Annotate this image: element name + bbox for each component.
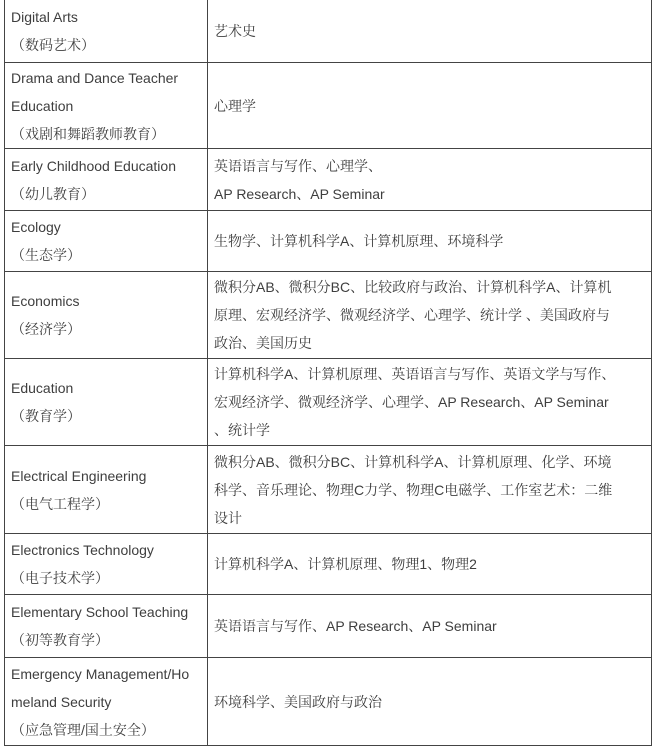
table-row — [5, 658, 652, 746]
major-name: （初等教育学） — [11, 632, 109, 648]
major-name: Ecology — [11, 219, 61, 235]
course-list: 英语语言与写作、心理学、 — [214, 157, 382, 174]
major-cell — [5, 446, 208, 534]
course-list: 原理、宏观经济学、微观经济学、心理学、统计学 、美国政府与 — [214, 307, 610, 323]
course-list: 计算机科学A、计算机原理、英语语言与写作、英语文学与写作、 — [214, 366, 616, 382]
major-cell — [5, 149, 208, 211]
course-list: AP Research、AP Seminar — [214, 185, 385, 202]
courses-cell — [208, 534, 652, 595]
major-cell — [5, 534, 208, 595]
major-name: （戏剧和舞蹈教师教育） — [11, 125, 165, 142]
major-cell — [5, 359, 208, 446]
major-name: （应急管理/国土安全） — [11, 721, 155, 738]
courses-cell — [208, 149, 652, 211]
course-list: 微积分AB、微积分BC、计算机科学A、计算机原理、化学、环境 — [214, 453, 612, 470]
courses-cell — [208, 658, 652, 746]
courses-cell — [208, 272, 652, 359]
major-name: Digital Arts — [11, 9, 78, 25]
major-cell — [5, 0, 208, 63]
table-row — [5, 272, 652, 359]
courses-cell — [208, 359, 652, 446]
major-cell — [5, 63, 208, 149]
table-row — [5, 211, 652, 272]
major-cell — [5, 211, 208, 272]
major-name: （教育学） — [11, 408, 81, 424]
course-list: 艺术史 — [214, 23, 256, 39]
course-list: 生物学、计算机科学A、计算机原理、环境科学 — [214, 233, 504, 249]
course-list: 计算机科学A、计算机原理、物理1、物理2 — [214, 556, 477, 572]
major-name: （幼儿教育） — [11, 185, 95, 202]
major-name: Electronics Technology — [11, 542, 154, 558]
table-row — [5, 149, 652, 211]
major-name: Economics — [11, 293, 80, 309]
major-name: （电子技术学） — [11, 570, 109, 586]
major-name: （生态学） — [11, 247, 81, 263]
major-cell — [5, 658, 208, 746]
major-name: Emergency Management/Ho — [11, 665, 190, 682]
courses-cell — [208, 595, 652, 658]
table-row — [5, 446, 652, 534]
major-name: Drama and Dance Teacher — [11, 69, 179, 86]
table-row — [5, 0, 652, 63]
courses-cell — [208, 0, 652, 63]
course-list: 微积分AB、微积分BC、比较政府与政治、计算机科学A、计算机 — [214, 279, 612, 295]
major-name: Elementary School Teaching — [11, 604, 189, 620]
major-name: meland Security — [11, 693, 112, 710]
major-name: Education — [11, 380, 74, 396]
major-name: （数码艺术） — [11, 37, 95, 53]
courses-cell — [208, 446, 652, 534]
course-list: 设计 — [214, 509, 242, 526]
major-course-table — [4, 0, 652, 746]
table-row — [5, 595, 652, 658]
course-list: 、统计学 — [214, 422, 270, 438]
major-name: （经济学） — [11, 321, 81, 337]
course-list: 英语语言与写作、AP Research、AP Seminar — [214, 618, 497, 634]
courses-cell — [208, 63, 652, 149]
major-name: Education — [11, 97, 74, 114]
courses-cell — [208, 211, 652, 272]
course-list: 宏观经济学、微观经济学、心理学、AP Research、AP Seminar — [214, 394, 609, 410]
course-list: 政治、美国历史 — [214, 335, 312, 351]
table-row — [5, 534, 652, 595]
course-list: 环境科学、美国政府与政治 — [214, 693, 382, 710]
course-list: 科学、音乐理论、物理C力学、物理C电磁学、工作室艺术：二维 — [214, 481, 613, 498]
major-name: Electrical Engineering — [11, 467, 147, 484]
major-cell — [5, 595, 208, 658]
table-row — [5, 359, 652, 446]
major-name: Early Childhood Education — [11, 157, 176, 174]
table-row — [5, 63, 652, 149]
major-cell — [5, 272, 208, 359]
major-name: （电气工程学） — [11, 495, 109, 512]
course-list: 心理学 — [214, 97, 256, 114]
